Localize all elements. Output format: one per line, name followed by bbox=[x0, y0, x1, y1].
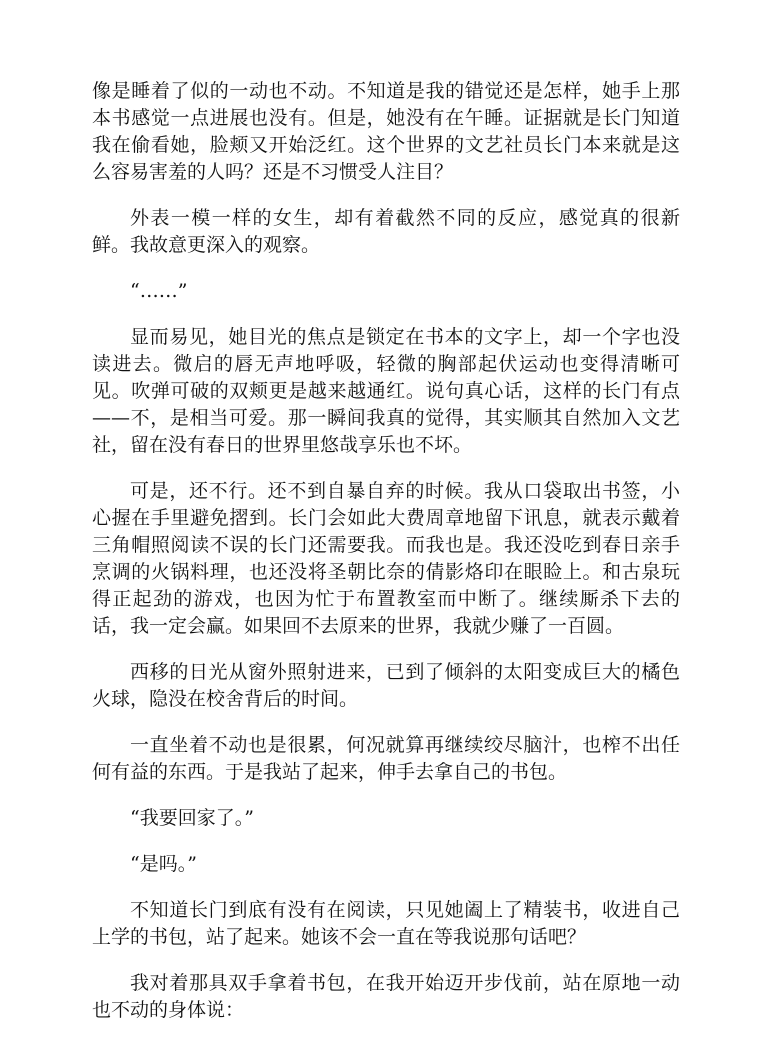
paragraph-3: “……” bbox=[130, 280, 188, 302]
paragraph-4: 显而易见，她目光的焦点是锁定在书本的文字上，却一个字也没读进去。微启的唇无声地呼吸，轻微的胸部起伏运动也变得清晰可见。吹弹可破的双颊更是越来越通红。说句真心话，这样的长门有点——不，是相当可爱。那一瞬间我真的觉得，其实顺其自然加入文艺社，留在没有春日的世界里悠哉享乐也不坏。 bbox=[92, 326, 680, 456]
document-body bbox=[92, 78, 680, 1043]
paragraph-6: 西移的日光从窗外照射进来，已到了倾斜的太阳变成巨大的橘色火球，隐没在校舍背后的时间。 bbox=[92, 661, 680, 710]
paragraph-5: 可是，还不行。还不到自暴自弃的时候。我从口袋取出书签，小心握在手里避免摺到。长门会如此大费周章地留下讯息，就表示戴着三角帽照阅读不误的长门还需要我。而我也是。我还没吃到春日亲手烹调的火锅料理，也还没将圣朝比奈的倩影烙印在眼睑上。和古泉玩得正起劲的游戏，也因为忙于布置教室而中断了。继续厮杀下去的话，我一定会赢。如果回不去原来的世界，我就少赚了一百圆。 bbox=[92, 480, 680, 637]
paragraph-1: 像是睡着了似的一动也不动。不知道是我的错觉还是怎样，她手上那本书感觉一点进展也没有。但是，她没有在午睡。证据就是长门知道我在偷看她，脸颊又开始泛红。这个世界的文艺社员长门本来就是这么容易害羞的人吗？还是不习惯受人注目？ bbox=[92, 80, 680, 183]
paragraph-8: “我要回家了。” bbox=[130, 807, 254, 829]
paragraph-7: 一直坐着不动也是很累，何况就算再继续绞尽脑汁，也榨不出任何有益的东西。于是我站了起来，伸手去拿自己的书包。 bbox=[92, 734, 680, 783]
paragraph-10: 不知道长门到底有没有在阅读，只见她阖上了精装书，收进自己上学的书包，站了起来。她该不会一直在等我说那句话吧？ bbox=[92, 899, 680, 948]
paragraph-11: 我对着那具双手拿着书包，在我开始迈开步伐前，站在原地一动也不动的身体说： bbox=[92, 972, 680, 1021]
paragraph-2: 外表一模一样的女生，却有着截然不同的反应，感觉真的很新鲜。我故意更深入的观察。 bbox=[92, 207, 680, 256]
paragraph-9: “是吗。” bbox=[130, 853, 197, 875]
